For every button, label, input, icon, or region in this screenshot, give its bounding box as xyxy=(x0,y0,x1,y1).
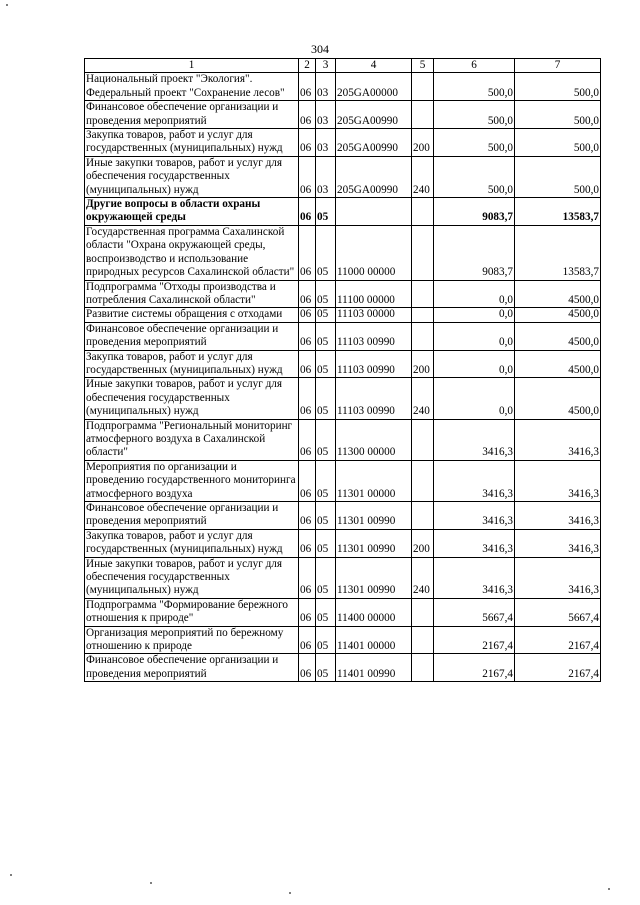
column-header: 4 xyxy=(336,59,412,73)
row-subsection: 03 xyxy=(316,73,336,101)
row-subsection: 05 xyxy=(316,322,336,350)
row-expense-type xyxy=(412,198,434,226)
scan-speck xyxy=(150,882,152,884)
row-amount-col7: 3416,3 xyxy=(515,529,601,557)
row-expense-type xyxy=(412,598,434,626)
row-subsection: 05 xyxy=(316,378,336,419)
row-section: 06 xyxy=(299,654,316,682)
row-subsection: 05 xyxy=(316,198,336,226)
row-name: Закупка товаров, работ и услуг для государственных (муниципальных) нужд xyxy=(85,129,299,157)
row-section: 06 xyxy=(299,626,316,654)
row-expense-type xyxy=(412,101,434,129)
row-subsection: 03 xyxy=(316,101,336,129)
table-row xyxy=(85,598,601,626)
row-amount-col7: 13583,7 xyxy=(515,225,601,280)
row-name: Закупка товаров, работ и услуг для государственных (муниципальных) нужд xyxy=(85,350,299,378)
table-row xyxy=(85,378,601,419)
table-row xyxy=(85,529,601,557)
row-target-article: 11103 00000 xyxy=(336,308,412,322)
row-amount-col6: 500,0 xyxy=(434,156,515,197)
row-name: Подпрограмма "Формирование бережного отношения к природе" xyxy=(85,598,299,626)
row-amount-col7: 13583,7 xyxy=(515,198,601,226)
row-name: Финансовое обеспечение организации и проведения мероприятий xyxy=(85,322,299,350)
row-subsection: 05 xyxy=(316,350,336,378)
row-name: Иные закупки товаров, работ и услуг для обеспечения государственных (муниципальных) нужд xyxy=(85,557,299,598)
row-amount-col6: 3416,3 xyxy=(434,460,515,501)
table-row xyxy=(85,626,601,654)
row-expense-type xyxy=(412,502,434,530)
budget-table xyxy=(84,58,601,682)
row-name: Мероприятия по организации и проведению государственного мониторинга атмосферного воздуха xyxy=(85,460,299,501)
row-name: Национальный проект "Экология". Федеральный проект "Сохранение лесов" xyxy=(85,73,299,101)
row-amount-col7: 3416,3 xyxy=(515,419,601,460)
row-section: 06 xyxy=(299,419,316,460)
row-subsection: 05 xyxy=(316,502,336,530)
row-amount-col7: 3416,3 xyxy=(515,557,601,598)
table-row xyxy=(85,350,601,378)
row-amount-col7: 500,0 xyxy=(515,73,601,101)
row-amount-col6: 0,0 xyxy=(434,350,515,378)
row-expense-type: 240 xyxy=(412,156,434,197)
row-amount-col6: 500,0 xyxy=(434,101,515,129)
row-name: Иные закупки товаров, работ и услуг для обеспечения государственных (муниципальных) нужд xyxy=(85,156,299,197)
row-target-article: 11301 00990 xyxy=(336,557,412,598)
table-row xyxy=(85,460,601,501)
row-amount-col7: 4500,0 xyxy=(515,350,601,378)
row-expense-type: 200 xyxy=(412,350,434,378)
row-section: 06 xyxy=(299,557,316,598)
row-amount-col7: 4500,0 xyxy=(515,280,601,308)
row-target-article: 205GA00990 xyxy=(336,129,412,157)
column-header: 5 xyxy=(412,59,434,73)
row-subsection: 05 xyxy=(316,529,336,557)
row-expense-type xyxy=(412,322,434,350)
row-amount-col7: 5667,4 xyxy=(515,598,601,626)
row-expense-type xyxy=(412,460,434,501)
row-name: Иные закупки товаров, работ и услуг для обеспечения государственных (муниципальных) нужд xyxy=(85,378,299,419)
row-target-article: 11103 00990 xyxy=(336,322,412,350)
row-target-article: 11401 00000 xyxy=(336,626,412,654)
row-amount-col6: 9083,7 xyxy=(434,198,515,226)
row-amount-col7: 2167,4 xyxy=(515,654,601,682)
row-amount-col6: 3416,3 xyxy=(434,502,515,530)
row-amount-col7: 4500,0 xyxy=(515,378,601,419)
row-expense-type: 240 xyxy=(412,378,434,419)
row-subsection: 03 xyxy=(316,129,336,157)
table-row xyxy=(85,322,601,350)
row-expense-type xyxy=(412,73,434,101)
row-target-article xyxy=(336,198,412,226)
row-target-article: 11301 00990 xyxy=(336,502,412,530)
scan-speck xyxy=(6,4,8,6)
row-amount-col6: 0,0 xyxy=(434,280,515,308)
row-expense-type xyxy=(412,280,434,308)
table-row xyxy=(85,156,601,197)
row-section: 06 xyxy=(299,73,316,101)
table-row xyxy=(85,280,601,308)
row-amount-col7: 500,0 xyxy=(515,156,601,197)
row-target-article: 11103 00990 xyxy=(336,378,412,419)
row-target-article: 11301 00990 xyxy=(336,529,412,557)
row-name: Государственная программа Сахалинской области "Охрана окружающей среды, воспроизводство и использование природных ресурсов Сахалинской области" xyxy=(85,225,299,280)
row-amount-col7: 3416,3 xyxy=(515,460,601,501)
row-section: 06 xyxy=(299,460,316,501)
row-amount-col6: 500,0 xyxy=(434,73,515,101)
row-subsection: 05 xyxy=(316,557,336,598)
row-name: Финансовое обеспечение организации и проведения мероприятий xyxy=(85,502,299,530)
row-amount-col6: 3416,3 xyxy=(434,529,515,557)
row-target-article: 11100 00000 xyxy=(336,280,412,308)
column-header: 6 xyxy=(434,59,515,73)
row-expense-type: 200 xyxy=(412,529,434,557)
row-subsection: 05 xyxy=(316,308,336,322)
scan-speck xyxy=(608,888,610,890)
table-row xyxy=(85,419,601,460)
row-target-article: 205GA00990 xyxy=(336,101,412,129)
row-amount-col6: 9083,7 xyxy=(434,225,515,280)
column-header: 2 xyxy=(299,59,316,73)
row-name: Закупка товаров, работ и услуг для государственных (муниципальных) нужд xyxy=(85,529,299,557)
row-section: 06 xyxy=(299,308,316,322)
row-section: 06 xyxy=(299,350,316,378)
row-section: 06 xyxy=(299,378,316,419)
row-expense-type xyxy=(412,626,434,654)
scan-speck xyxy=(10,874,12,876)
row-section: 06 xyxy=(299,529,316,557)
row-subsection: 05 xyxy=(316,598,336,626)
row-expense-type: 200 xyxy=(412,129,434,157)
row-subsection: 05 xyxy=(316,419,336,460)
row-name: Подпрограмма "Отходы производства и потребления Сахалинской области" xyxy=(85,280,299,308)
column-header: 7 xyxy=(515,59,601,73)
row-amount-col6: 3416,3 xyxy=(434,557,515,598)
row-amount-col6: 500,0 xyxy=(434,129,515,157)
row-section: 06 xyxy=(299,598,316,626)
row-name: Организация мероприятий по бережному отношению к природе xyxy=(85,626,299,654)
row-amount-col7: 4500,0 xyxy=(515,322,601,350)
row-amount-col7: 4500,0 xyxy=(515,308,601,322)
row-expense-type xyxy=(412,419,434,460)
row-amount-col7: 500,0 xyxy=(515,129,601,157)
row-target-article: 11103 00990 xyxy=(336,350,412,378)
row-subsection: 03 xyxy=(316,156,336,197)
row-amount-col6: 2167,4 xyxy=(434,654,515,682)
row-target-article: 11400 00000 xyxy=(336,598,412,626)
table-header-row xyxy=(85,59,601,73)
row-target-article: 11401 00990 xyxy=(336,654,412,682)
table-row xyxy=(85,654,601,682)
row-subsection: 05 xyxy=(316,225,336,280)
table-row xyxy=(85,308,601,322)
row-section: 06 xyxy=(299,101,316,129)
row-amount-col7: 2167,4 xyxy=(515,626,601,654)
column-header: 1 xyxy=(85,59,299,73)
row-amount-col7: 500,0 xyxy=(515,101,601,129)
row-amount-col6: 0,0 xyxy=(434,378,515,419)
row-target-article: 11300 00000 xyxy=(336,419,412,460)
row-name: Другие вопросы в области охраны окружающей среды xyxy=(85,198,299,226)
row-amount-col6: 2167,4 xyxy=(434,626,515,654)
row-section: 06 xyxy=(299,198,316,226)
row-section: 06 xyxy=(299,502,316,530)
row-name: Финансовое обеспечение организации и проведения мероприятий xyxy=(85,654,299,682)
row-expense-type xyxy=(412,654,434,682)
table-row xyxy=(85,198,601,226)
column-header: 3 xyxy=(316,59,336,73)
row-expense-type xyxy=(412,308,434,322)
row-amount-col6: 5667,4 xyxy=(434,598,515,626)
row-name: Развитие системы обращения с отходами xyxy=(85,308,299,322)
row-section: 06 xyxy=(299,156,316,197)
table-body xyxy=(85,73,601,682)
row-name: Финансовое обеспечение организации и проведения мероприятий xyxy=(85,101,299,129)
row-subsection: 05 xyxy=(316,654,336,682)
table-row xyxy=(85,225,601,280)
row-name: Подпрограмма "Региональный мониторинг атмосферного воздуха в Сахалинской области" xyxy=(85,419,299,460)
row-amount-col6: 0,0 xyxy=(434,308,515,322)
row-subsection: 05 xyxy=(316,280,336,308)
row-amount-col7: 3416,3 xyxy=(515,502,601,530)
row-expense-type xyxy=(412,225,434,280)
row-section: 06 xyxy=(299,322,316,350)
row-target-article: 11301 00000 xyxy=(336,460,412,501)
row-subsection: 05 xyxy=(316,626,336,654)
row-subsection: 05 xyxy=(316,460,336,501)
table-row xyxy=(85,502,601,530)
row-target-article: 205GA00000 xyxy=(336,73,412,101)
row-section: 06 xyxy=(299,225,316,280)
row-amount-col6: 0,0 xyxy=(434,322,515,350)
row-target-article: 205GA00990 xyxy=(336,156,412,197)
row-expense-type: 240 xyxy=(412,557,434,598)
table-row xyxy=(85,73,601,101)
table-row xyxy=(85,129,601,157)
row-section: 06 xyxy=(299,280,316,308)
table-row xyxy=(85,101,601,129)
scan-speck xyxy=(289,892,291,894)
row-target-article: 11000 00000 xyxy=(336,225,412,280)
page-number: 304 xyxy=(311,42,329,56)
row-section: 06 xyxy=(299,129,316,157)
table-row xyxy=(85,557,601,598)
row-amount-col6: 3416,3 xyxy=(434,419,515,460)
